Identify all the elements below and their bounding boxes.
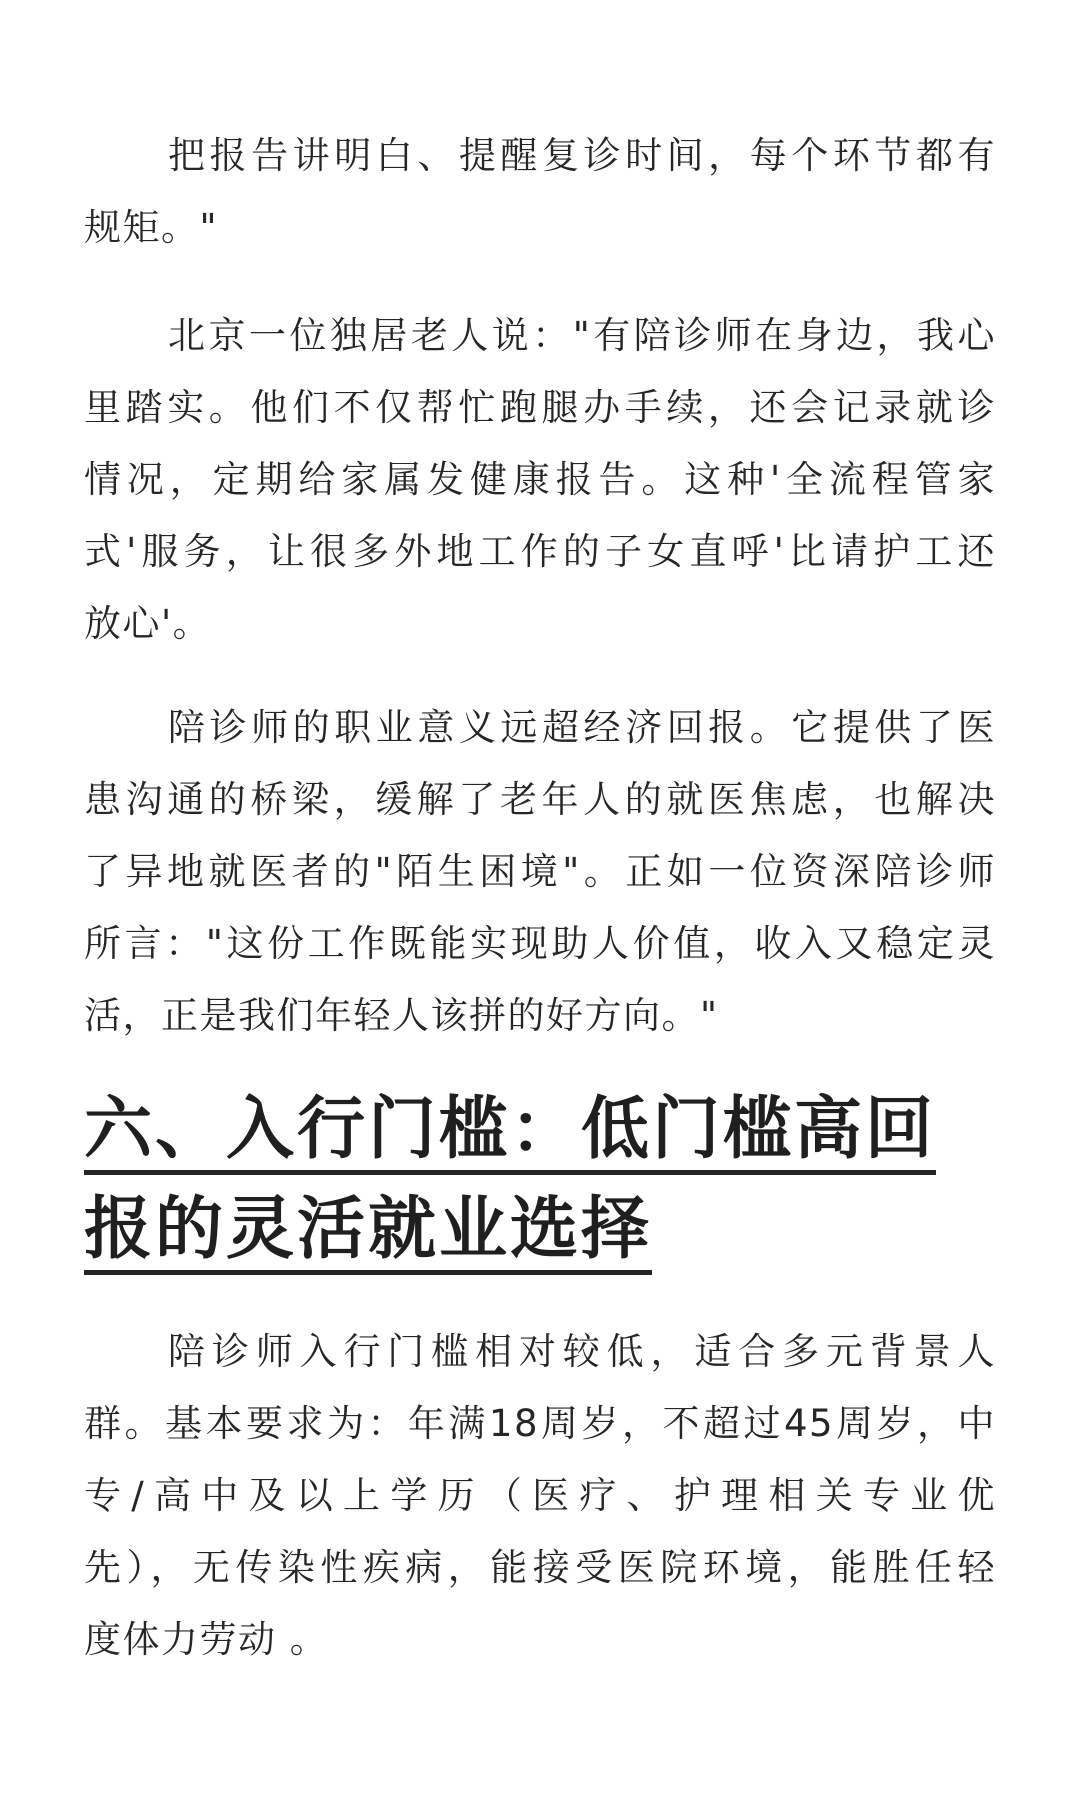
paragraph-1 — [84, 120, 996, 264]
paragraph-line: 北京一位独居老人说："有陪诊师在身边，我心 — [168, 314, 996, 357]
paragraph-line: 放心'。 — [84, 602, 212, 645]
paragraph-2 — [84, 300, 996, 660]
paragraph-line: 陪诊师入行门槛相对较低，适合多元背景人 — [168, 1330, 996, 1373]
section-heading-line: 六、入行门槛：低门槛高回 — [84, 1090, 936, 1175]
paragraph-line: 专/高中及以上学历（医疗、护理相关专业优 — [84, 1474, 996, 1517]
paragraph-4 — [84, 1316, 996, 1676]
paragraph-line: 了异地就医者的"陌生困境"。正如一位资深陪诊师 — [84, 850, 996, 893]
paragraph-line: 陪诊师的职业意义远超经济回报。它提供了医 — [168, 706, 996, 749]
paragraph-line: 所言："这份工作既能实现助人价值，收入又稳定灵 — [84, 922, 996, 965]
paragraph-3 — [84, 692, 996, 1052]
paragraph-line: 患沟通的桥梁，缓解了老年人的就医焦虑，也解决 — [84, 778, 996, 821]
paragraph-line: 活，正是我们年轻人该拼的好方向。" — [84, 994, 719, 1037]
paragraph-line: 把报告讲明白、提醒复诊时间，每个环节都有 — [168, 134, 996, 177]
paragraph-line: 里踏实。他们不仅帮忙跑腿办手续，还会记录就诊 — [84, 386, 996, 429]
section-heading-line: 报的灵活就业选择 — [84, 1190, 652, 1275]
paragraph-line: 先），无传染性疾病，能接受医院环境，能胜任轻 — [84, 1546, 996, 1589]
paragraph-line: 群。基本要求为：年满18周岁，不超过45周岁，中 — [84, 1402, 996, 1445]
paragraph-line: 情况，定期给家属发健康报告。这种'全流程管家 — [84, 458, 996, 501]
section-heading — [84, 1090, 936, 1290]
paragraph-line: 度体力劳动 。 — [84, 1618, 329, 1661]
paragraph-line: 规矩。" — [84, 206, 219, 249]
paragraph-line: 式'服务，让很多外地工作的子女直呼'比请护工还 — [84, 530, 996, 573]
